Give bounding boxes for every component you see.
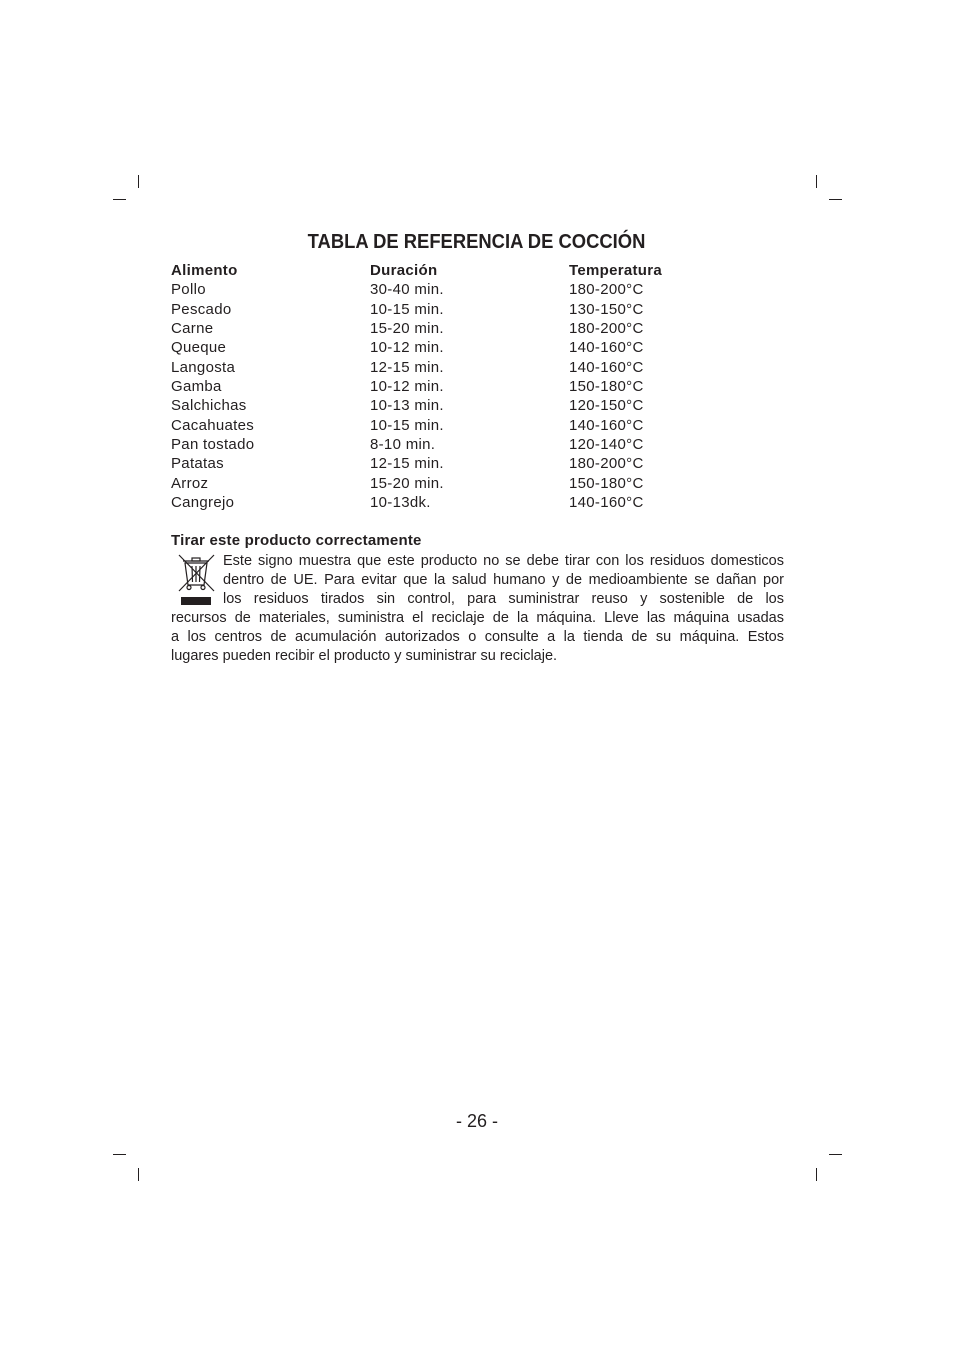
table-row: [171, 474, 784, 493]
page-title: [0, 230, 954, 254]
temperature-cell: 140-160°C: [569, 493, 644, 511]
duration-cell: 10-15 min.: [370, 300, 444, 318]
food-cell: Pan tostado: [171, 435, 255, 453]
duration-cell: 10-13dk.: [370, 493, 431, 511]
temperature-cell: 180-200°C: [569, 455, 644, 473]
food-cell: Gamba: [171, 377, 222, 395]
temperature-cell: 120-140°C: [569, 435, 644, 453]
temperature-cell: 150-180°C: [569, 474, 644, 492]
crop-mark: [138, 1168, 139, 1181]
food-cell: Patatas: [171, 455, 224, 473]
table-row: [171, 435, 784, 454]
table-row: [171, 300, 784, 319]
paragraph-line: recursos de materiales, suministra el reciclaje de la máquina. Lleve las máquina usadas: [171, 610, 784, 626]
temperature-cell: 140-160°C: [569, 358, 644, 376]
crop-mark: [138, 175, 139, 188]
paragraph-line: lugares pueden recibir el producto y suministrar su reciclaje.: [171, 648, 558, 664]
table-header-row: [171, 261, 784, 280]
table-row: [171, 493, 784, 512]
crop-mark: [113, 1154, 126, 1155]
duration-cell: 12-15 min.: [370, 455, 444, 473]
duration-cell: 10-12 min.: [370, 377, 444, 395]
temperature-cell: 180-200°C: [569, 319, 644, 337]
food-cell: Queque: [171, 339, 227, 357]
paragraph-line: dentro de UE. Para evitar que la salud humano y de medioambiente se dañan por: [223, 572, 784, 588]
duration-cell: 30-40 min.: [370, 281, 444, 299]
crop-mark: [816, 175, 817, 188]
food-cell: Carne: [171, 319, 214, 337]
temperature-cell: 140-160°C: [569, 416, 644, 434]
crop-mark: [816, 1168, 817, 1181]
table-row: [171, 454, 784, 473]
duration-cell: 12-15 min.: [370, 358, 444, 376]
table-row: [171, 377, 784, 396]
crop-mark: [829, 199, 842, 200]
paragraph-line: los residuos tirados sin control, para suministrar reuso y sostenible de los: [223, 591, 784, 607]
duration-cell: 8-10 min.: [370, 435, 436, 453]
page-number: - 26 -: [455, 1111, 498, 1131]
disposal-paragraph: [171, 552, 784, 666]
duration-cell: 15-20 min.: [370, 319, 444, 337]
food-cell: Arroz: [171, 474, 209, 492]
food-cell: Pescado: [171, 300, 232, 318]
disposal-heading: Tirar este producto correctamente: [171, 532, 422, 549]
table-row: [171, 396, 784, 415]
food-cell: Pollo: [171, 281, 206, 299]
table-row: [171, 416, 784, 435]
food-cell: Salchichas: [171, 397, 247, 415]
table-row: [171, 280, 784, 299]
table-row: [171, 338, 784, 357]
duration-cell: 15-20 min.: [370, 474, 444, 492]
temperature-cell: 140-160°C: [569, 339, 644, 357]
header-duration: Duración: [370, 262, 438, 279]
crop-mark: [829, 1154, 842, 1155]
paragraph-line: a los centros de acumulación autorizados o consulte a la tienda de su máquina. Estos: [171, 629, 784, 645]
table-row: [171, 319, 784, 338]
temperature-cell: 180-200°C: [569, 281, 644, 299]
food-cell: Langosta: [171, 358, 236, 376]
food-cell: Cangrejo: [171, 493, 235, 511]
crop-mark: [113, 199, 126, 200]
temperature-cell: 120-150°C: [569, 397, 644, 415]
duration-cell: 10-13 min.: [370, 397, 444, 415]
page-title-text: TABLA DE REFERENCIA DE COCCIÓN: [308, 231, 646, 253]
temperature-cell: 150-180°C: [569, 377, 644, 395]
header-temperature: Temperatura: [569, 262, 663, 279]
table-row: [171, 358, 784, 377]
cooking-table: [171, 261, 784, 512]
duration-cell: 10-12 min.: [370, 339, 444, 357]
food-cell: Cacahuates: [171, 416, 255, 434]
header-food: Alimento: [171, 262, 238, 279]
temperature-cell: 130-150°C: [569, 300, 644, 318]
duration-cell: 10-15 min.: [370, 416, 444, 434]
paragraph-line: Este signo muestra que este producto no se debe tirar con los residuos domesticos: [223, 553, 784, 569]
